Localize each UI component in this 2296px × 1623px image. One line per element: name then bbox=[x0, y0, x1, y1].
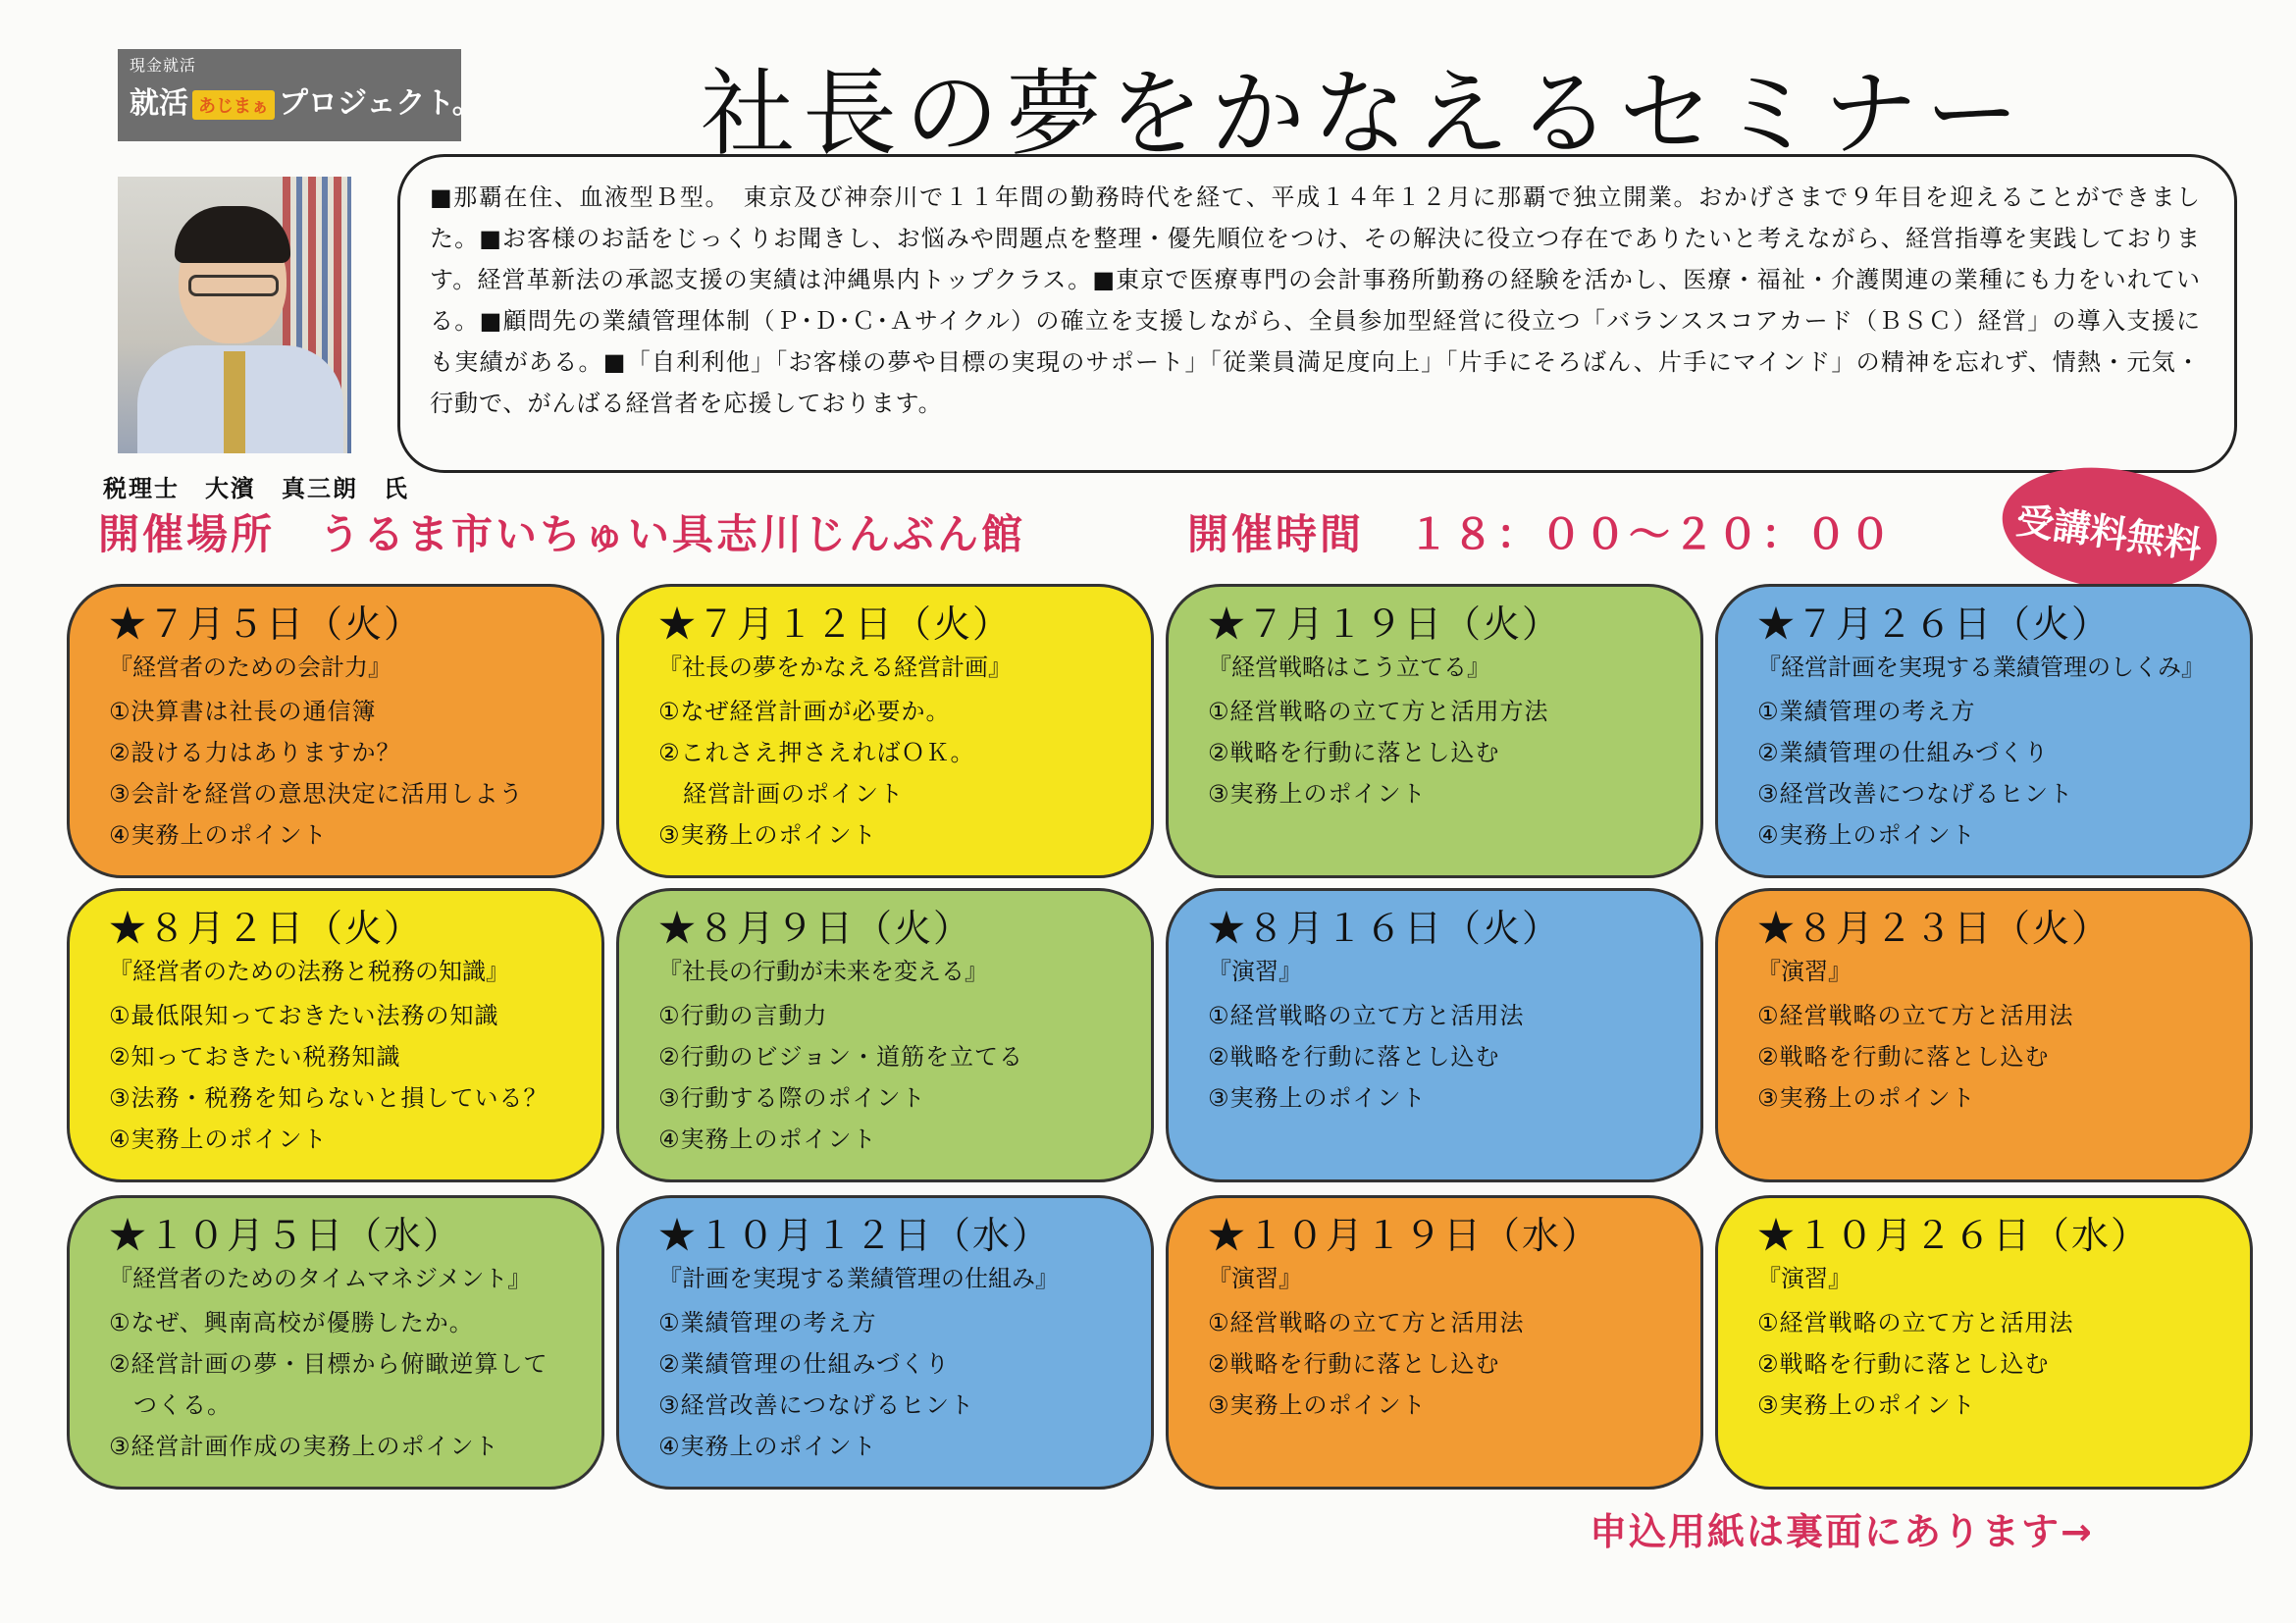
page-title: 社長の夢をかなえるセミナー bbox=[701, 59, 2027, 169]
session-item: ③経営改善につなげるヒント bbox=[1757, 780, 2074, 808]
session-date: ★８月９日（火） bbox=[658, 907, 973, 950]
session-theme: 『社長の行動が未来を変える』 bbox=[658, 958, 988, 985]
project-logo bbox=[118, 49, 482, 141]
session-card bbox=[616, 584, 1154, 878]
session-item: ③実務上のポイント bbox=[658, 821, 877, 849]
speaker-bio: ■那覇在住、血液型Ｂ型。 東京及び神奈川で１１年間の勤務時代を経て、平成１４年１２月に那覇で独立開業。おかげさまで９年目を迎えることができました。■お客様のお話をじっくりお聞きし、お悩みや問題点を整理・優先順位をつけ、その解決に役立つ存在でありたいと考えながら、経営指導を実践しております。経営革新法の承認支援の実績は沖縄県内トップクラス。■東京で医療専門の会計事務所勤務の経験を活かし、医療・福祉・介護関連の業種にも力をいれている。■顧問先の業績管理体制（Ｐ･Ｄ･Ｃ･Ａサイクル）の確立を支援しながら、全員参加型経営に役立つ「バランススコアカード（ＢＳＣ）経営」の導入支援にも実績がある。■「自利利他」「お客様の夢や目標の実現のサポート」「従業員満足度向上」「片手にそろばん、片手にマインド」の精神を忘れず、情熱・元気・行動で、がんばる経営者を応援しております。 bbox=[397, 154, 2237, 473]
session-item: ①なぜ、興南高校が優勝したか。 bbox=[109, 1309, 474, 1336]
time-info: 開催時間 １８：００～２０：００ bbox=[1187, 510, 1895, 558]
session-theme: 『経営計画を実現する業績管理のしくみ』 bbox=[1757, 654, 2205, 681]
session-item: 経営計画のポイント bbox=[658, 780, 904, 808]
session-theme: 『経営者のための法務と税務の知識』 bbox=[109, 958, 509, 985]
session-date: ★８月１６日（火） bbox=[1208, 907, 1562, 950]
session-item: ③実務上のポイント bbox=[1757, 1391, 1976, 1419]
application-note: 申込用紙は裏面にあります→ bbox=[1590, 1510, 2094, 1553]
session-theme: 『演習』 bbox=[1757, 958, 1852, 985]
speaker-caption: 税理士 大濱 真三朗 氏 bbox=[103, 475, 409, 502]
session-item: ④実務上のポイント bbox=[1757, 821, 1976, 849]
session-item: ①最低限知っておきたい法務の知識 bbox=[109, 1002, 499, 1029]
session-item: ④実務上のポイント bbox=[658, 1126, 877, 1153]
session-item: ④実務上のポイント bbox=[109, 1126, 328, 1153]
session-card bbox=[1715, 584, 2253, 878]
session-card bbox=[1166, 1195, 1703, 1490]
session-item: ③法務・税務を知らないと損している？ bbox=[109, 1084, 548, 1112]
session-item: ②業績管理の仕組みづくり bbox=[1757, 739, 2050, 766]
session-theme: 『経営者のための会計力』 bbox=[109, 654, 391, 681]
session-item: ③行動する際のポイント bbox=[658, 1084, 926, 1112]
session-card bbox=[1715, 1195, 2253, 1490]
hair-graphic bbox=[175, 206, 290, 263]
session-date: ★１０月５日（水） bbox=[109, 1214, 463, 1257]
session-item: ②戦略を行動に落とし込む bbox=[1208, 1350, 1500, 1378]
session-item: ④実務上のポイント bbox=[109, 821, 328, 849]
session-item: ②設ける力はありますか？ bbox=[109, 739, 401, 766]
logo-suffix-text: プロジェクト。 bbox=[279, 86, 482, 121]
session-theme: 『演習』 bbox=[1208, 958, 1302, 985]
glasses-graphic bbox=[188, 275, 279, 296]
session-card bbox=[67, 584, 604, 878]
session-item: ②経営計画の夢・目標から俯瞰逆算して bbox=[109, 1350, 548, 1378]
session-item: ①経営戦略の立て方と活用法 bbox=[1208, 1309, 1525, 1336]
session-date: ★７月５日（火） bbox=[109, 602, 424, 646]
speaker-photo bbox=[118, 177, 351, 453]
session-item: ①経営戦略の立て方と活用法 bbox=[1757, 1309, 2074, 1336]
session-item: ②知っておきたい税務知識 bbox=[109, 1043, 401, 1071]
session-item: ①業績管理の考え方 bbox=[658, 1309, 877, 1336]
tie-graphic bbox=[224, 351, 245, 453]
session-item: ③会計を経営の意思決定に活用しよう bbox=[109, 780, 524, 808]
session-card bbox=[616, 1195, 1154, 1490]
session-item: ①決算書は社長の通信簿 bbox=[109, 698, 377, 725]
session-item: ①経営戦略の立て方と活用方法 bbox=[1208, 698, 1549, 725]
session-item: ②戦略を行動に落とし込む bbox=[1757, 1043, 2050, 1071]
logo-small-text: 現金就活 bbox=[130, 56, 197, 75]
session-item: ②戦略を行動に落とし込む bbox=[1208, 1043, 1500, 1071]
session-theme: 『経営者のためのタイムマネジメント』 bbox=[109, 1265, 532, 1292]
session-theme: 『経営戦略はこう立てる』 bbox=[1208, 654, 1490, 681]
session-item: ③実務上のポイント bbox=[1208, 780, 1427, 808]
logo-plus-mark: あじまぁ bbox=[192, 90, 275, 120]
session-theme: 『演習』 bbox=[1757, 1265, 1852, 1292]
session-theme: 『社長の夢をかなえる経営計画』 bbox=[658, 654, 1012, 681]
venue-info: 開催場所 うるま市いちゅい具志川じんぶん館 bbox=[98, 510, 1026, 558]
session-item: ③経営計画作成の実務上のポイント bbox=[109, 1433, 499, 1460]
session-item: ④実務上のポイント bbox=[658, 1433, 877, 1460]
session-date: ★７月２６日（火） bbox=[1757, 602, 2112, 646]
session-item: ①経営戦略の立て方と活用法 bbox=[1757, 1002, 2074, 1029]
session-item: ①なぜ経営計画が必要か。 bbox=[658, 698, 951, 725]
session-date: ★８月２３日（火） bbox=[1757, 907, 2112, 950]
session-item: つくる。 bbox=[109, 1391, 232, 1419]
session-date: ★７月１２日（火） bbox=[658, 602, 1013, 646]
session-card bbox=[1166, 888, 1703, 1182]
session-date: ★７月１９日（火） bbox=[1208, 602, 1562, 646]
session-item: ①経営戦略の立て方と活用法 bbox=[1208, 1002, 1525, 1029]
session-item: ③実務上のポイント bbox=[1757, 1084, 1976, 1112]
session-item: ②業績管理の仕組みづくり bbox=[658, 1350, 951, 1378]
session-item: ②戦略を行動に落とし込む bbox=[1757, 1350, 2050, 1378]
session-item: ③実務上のポイント bbox=[1208, 1391, 1427, 1419]
session-item: ②戦略を行動に落とし込む bbox=[1208, 739, 1500, 766]
session-date: ★１０月１９日（水） bbox=[1208, 1214, 1601, 1257]
session-date: ★８月２日（火） bbox=[109, 907, 424, 950]
session-theme: 『計画を実現する業績管理の仕組み』 bbox=[658, 1265, 1059, 1292]
session-item: ②行動のビジョン・道筋を立てる bbox=[658, 1043, 1024, 1071]
session-card bbox=[616, 888, 1154, 1182]
session-card bbox=[67, 888, 604, 1182]
logo-main bbox=[130, 79, 482, 122]
session-item: ③実務上のポイント bbox=[1208, 1084, 1427, 1112]
session-date: ★１０月２６日（水） bbox=[1757, 1214, 2151, 1257]
session-card bbox=[67, 1195, 604, 1490]
session-card bbox=[1715, 888, 2253, 1182]
session-card bbox=[1166, 584, 1703, 878]
session-date: ★１０月１２日（水） bbox=[658, 1214, 1052, 1257]
session-item: ③経営改善につなげるヒント bbox=[658, 1391, 975, 1419]
session-theme: 『演習』 bbox=[1208, 1265, 1302, 1292]
session-item: ①行動の言動力 bbox=[658, 1002, 828, 1029]
session-item: ①業績管理の考え方 bbox=[1757, 698, 1976, 725]
session-item: ②これさえ押さえればＯＫ。 bbox=[658, 739, 975, 766]
logo-main-text: 就活 bbox=[130, 86, 188, 121]
free-admission-badge: 受講料無料 bbox=[1995, 454, 2225, 602]
